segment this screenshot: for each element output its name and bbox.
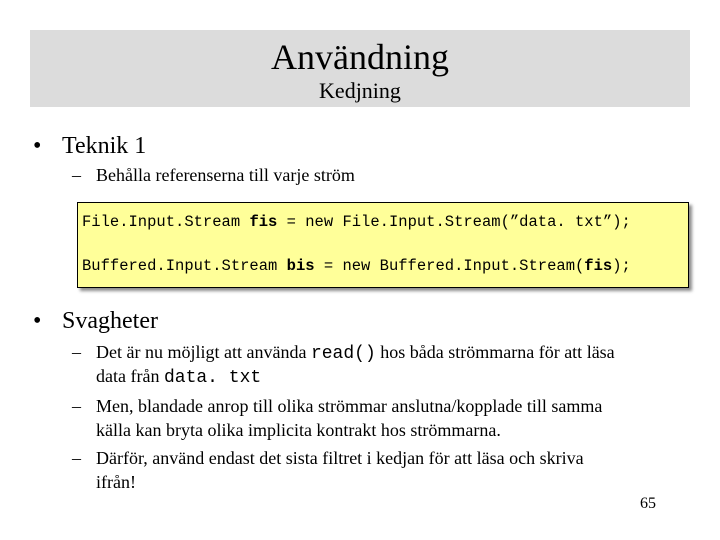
code-line-2	[82, 257, 631, 275]
code-text: = new File.Input.Stream(”data. txt”);	[277, 213, 631, 231]
sub-bullet-line: Därför, använd endast det sista filtret i kedjan för att läsa och skriva	[96, 448, 584, 468]
code-text: = new Buffered.Input.Stream(	[314, 257, 585, 275]
dash-icon: –	[72, 165, 81, 185]
dash-icon: –	[72, 396, 81, 416]
slide-title: Användning	[271, 37, 449, 77]
sub-bullet-line: Men, blandade anrop till olika strömmar anslutna/kopplade till samma	[96, 396, 603, 416]
slide-header	[30, 30, 690, 107]
code-text: );	[612, 257, 631, 275]
bullet-text: Svagheter	[62, 308, 158, 334]
sub-bullet-line: ifrån!	[96, 472, 136, 492]
text-span: hos båda strömmarna för att läsa	[375, 342, 615, 362]
sub-bullet-text: Behålla referenserna till varje ström	[96, 165, 355, 185]
code-identifier: fis	[584, 257, 613, 275]
slide-subtitle: Kedjning	[319, 78, 401, 103]
inline-code: read()	[310, 344, 376, 364]
code-identifier: fis	[249, 213, 278, 231]
sub-bullet-line: källa kan bryta olika implicita kontrakt hos strömmarna.	[96, 420, 501, 440]
bullet-dot-icon: •	[33, 133, 42, 159]
text-span: Det är nu möjligt att använda	[96, 342, 311, 362]
bullet-text: Teknik 1	[62, 133, 147, 159]
code-text: Buffered.Input.Stream	[82, 257, 287, 275]
dash-icon: –	[72, 448, 81, 468]
sub-bullet-line	[96, 340, 615, 366]
code-line-1	[82, 213, 631, 231]
code-box	[77, 202, 689, 288]
bullet-dot-icon: •	[33, 308, 42, 334]
sub-bullet-line	[96, 364, 261, 390]
dash-icon: –	[72, 342, 81, 362]
page-number: 65	[640, 495, 656, 512]
inline-code: data. txt	[163, 368, 262, 388]
code-text: File.Input.Stream	[82, 213, 250, 231]
text-span: data från	[96, 366, 164, 386]
code-identifier: bis	[286, 257, 315, 275]
